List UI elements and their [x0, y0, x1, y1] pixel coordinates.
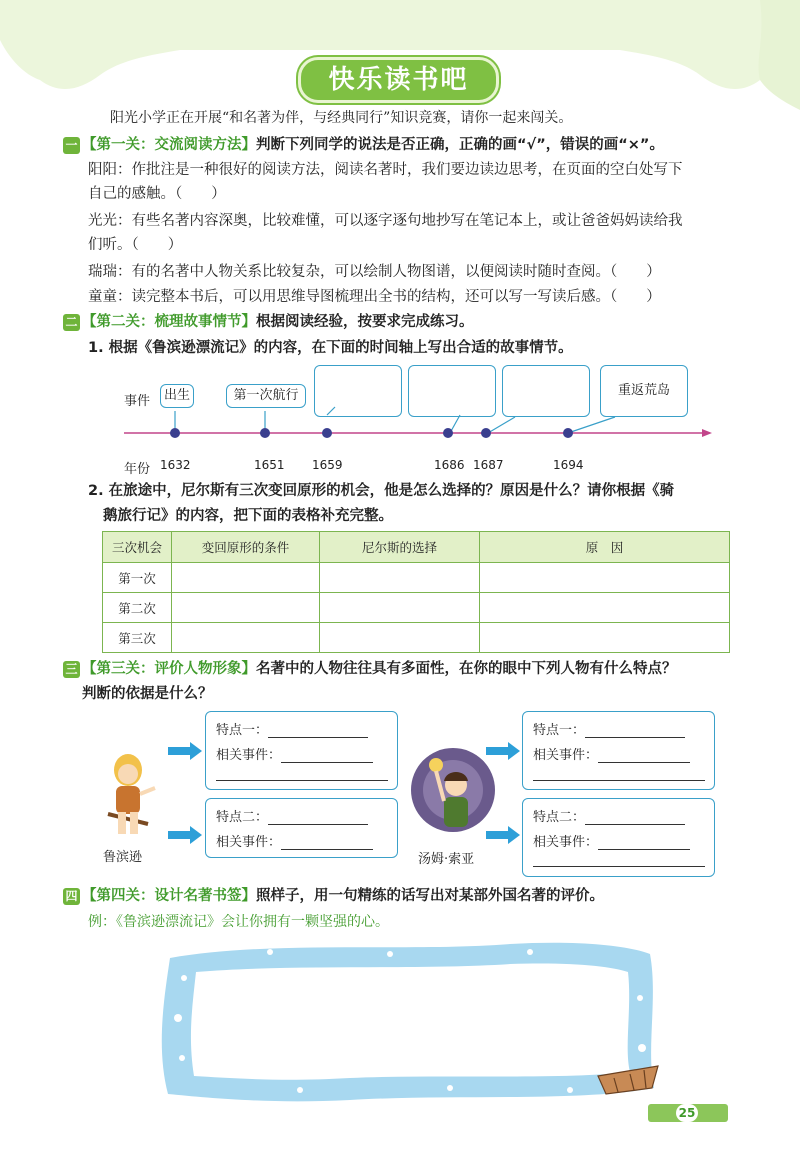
answer-line — [216, 780, 388, 781]
intro-text: 阳光小学正在开展“和名著为伴，与经典同行”知识竞赛，请你一起来闯关。 — [110, 110, 573, 126]
timeline-dot-1687 — [481, 428, 491, 438]
robinson-event1: 相关事件： — [216, 744, 373, 763]
char1-name: 鲁滨逊 — [103, 850, 143, 865]
year-1687: 1687 — [473, 458, 504, 472]
section3-instruction2: 判断的依据是什么？ — [82, 686, 213, 702]
section2-instruction: 根据阅读经验，按要求完成练习。 — [256, 314, 474, 330]
timeline-dot-1659 — [322, 428, 332, 438]
arrow-right-icon — [168, 742, 204, 760]
timeline-axis — [120, 405, 720, 445]
table-cell[interactable] — [320, 563, 480, 593]
event-text-1: 出生 — [163, 388, 190, 403]
s1-item2-line1: 光光：有些名著内容深奥，比较难懂，可以逐字逐句地抄写在笔记本上，或让爸爸妈妈读给我 — [88, 213, 683, 229]
table-cell[interactable] — [172, 563, 320, 593]
page-title: 快乐读书吧 — [328, 65, 469, 95]
s2-question2-line1: 2. 在旅途中，尼尔斯有三次变回原形的机会，他是怎么选择的？原因是什么？请你根据《骑 — [88, 483, 675, 499]
tom-sawyer-illustration — [408, 745, 498, 835]
timeline-year-label: 年份 — [124, 462, 151, 477]
section3-number-icon: 三 — [63, 661, 80, 678]
boat-icon — [596, 1058, 660, 1098]
page-number: 25 — [676, 1104, 698, 1122]
timeline-dot-1651 — [260, 428, 270, 438]
table-cell[interactable] — [172, 593, 320, 623]
section1-instruction: 判断下列同学的说法是否正确，正确的画“√”，错误的画“×”。 — [256, 137, 664, 153]
answer-line — [533, 780, 705, 781]
table-row — [103, 623, 730, 653]
year-1651: 1651 — [254, 458, 285, 472]
arrow-right-icon — [168, 826, 204, 844]
table-header-4: 原 因 — [480, 532, 730, 563]
year-1632: 1632 — [160, 458, 191, 472]
table-cell[interactable] — [320, 593, 480, 623]
answer-line — [533, 866, 705, 867]
title-badge — [298, 57, 499, 103]
section4-tag: 【第四关：设计名著书签】 — [82, 888, 256, 904]
section1-number-icon: 一 — [63, 137, 80, 154]
s1-item4: 童童：读完整本书后，可以用思维导图梳理出全书的结构，还可以写一写读后感。（ ） — [88, 289, 661, 305]
timeline-dot-1686 — [443, 428, 453, 438]
table-header-2: 变回原形的条件 — [172, 532, 320, 563]
arrow-right-icon — [486, 742, 522, 760]
table-row-label-1: 第一次 — [103, 563, 172, 593]
char2-name: 汤姆·索亚 — [418, 852, 475, 867]
section4-example: 例：《鲁滨逊漂流记》会让你拥有一颗坚强的心。 — [88, 914, 389, 930]
tom-trait1: 特点一： — [533, 719, 685, 738]
section3-heading — [82, 659, 677, 679]
table-header-1: 三次机会 — [103, 532, 172, 563]
bookmark-frame[interactable] — [150, 938, 660, 1108]
table-cell[interactable] — [480, 623, 730, 653]
table-row — [103, 593, 730, 623]
section1-tag: 【第一关：交流阅读方法】 — [82, 137, 256, 153]
s2-question2-line2: 鹅旅行记》的内容，把下面的表格补充完整。 — [103, 508, 393, 524]
table-cell[interactable] — [480, 593, 730, 623]
section2-heading — [82, 312, 474, 332]
section3-tag: 【第三关：评价人物形象】 — [82, 661, 256, 677]
section4-instruction: 照样子，用一句精练的话写出对某部外国名著的评价。 — [256, 888, 604, 904]
tom-trait2: 特点二： — [533, 806, 685, 825]
robinson-event2: 相关事件： — [216, 831, 373, 850]
page-number-badge — [648, 1104, 728, 1122]
s1-item3: 瑞瑞：有的名著中人物关系比较复杂，可以绘制人物图谱，以便阅读时随时查阅。（ ） — [88, 264, 661, 280]
section2-tag: 【第二关：梳理故事情节】 — [82, 314, 256, 330]
table-header-3: 尼尔斯的选择 — [320, 532, 480, 563]
table-row-label-2: 第二次 — [103, 593, 172, 623]
table-cell[interactable] — [480, 563, 730, 593]
year-1694: 1694 — [553, 458, 584, 472]
table-cell[interactable] — [320, 623, 480, 653]
timeline-event-label: 事件 — [124, 394, 151, 409]
s1-item2-line2: 们听。（ ） — [88, 237, 183, 253]
table-row — [103, 563, 730, 593]
section4-heading — [82, 886, 604, 906]
tom-event1: 相关事件： — [533, 744, 690, 763]
year-1659: 1659 — [312, 458, 343, 472]
nils-table — [102, 531, 730, 653]
timeline-dot-1694 — [563, 428, 573, 438]
table-cell[interactable] — [172, 623, 320, 653]
robinson-illustration — [100, 752, 160, 842]
table-row-label-3: 第三次 — [103, 623, 172, 653]
robinson-trait1: 特点一： — [216, 719, 368, 738]
s1-item1-line1: 阳阳：作批注是一种很好的阅读方法，阅读名著时，我们要边读边思考，在页面的空白处写下 — [88, 162, 683, 178]
s1-item1-line2: 自己的感触。（ ） — [88, 186, 226, 202]
event-text-2: 第一次航行 — [233, 388, 299, 403]
section4-number-icon: 四 — [63, 888, 80, 905]
timeline-dot-1632 — [170, 428, 180, 438]
tom-event2: 相关事件： — [533, 831, 690, 850]
section1-heading — [82, 135, 664, 155]
robinson-trait2: 特点二： — [216, 806, 368, 825]
section3-instruction: 名著中的人物往往具有多面性，在你的眼中下列人物有什么特点？ — [256, 661, 677, 677]
year-1686: 1686 — [434, 458, 465, 472]
arrow-right-icon — [486, 826, 522, 844]
event-text-6: 重返荒岛 — [617, 383, 670, 398]
s2-question1: 1. 根据《鲁滨逊漂流记》的内容，在下面的时间轴上写出合适的故事情节。 — [88, 340, 573, 356]
section2-number-icon: 二 — [63, 314, 80, 331]
